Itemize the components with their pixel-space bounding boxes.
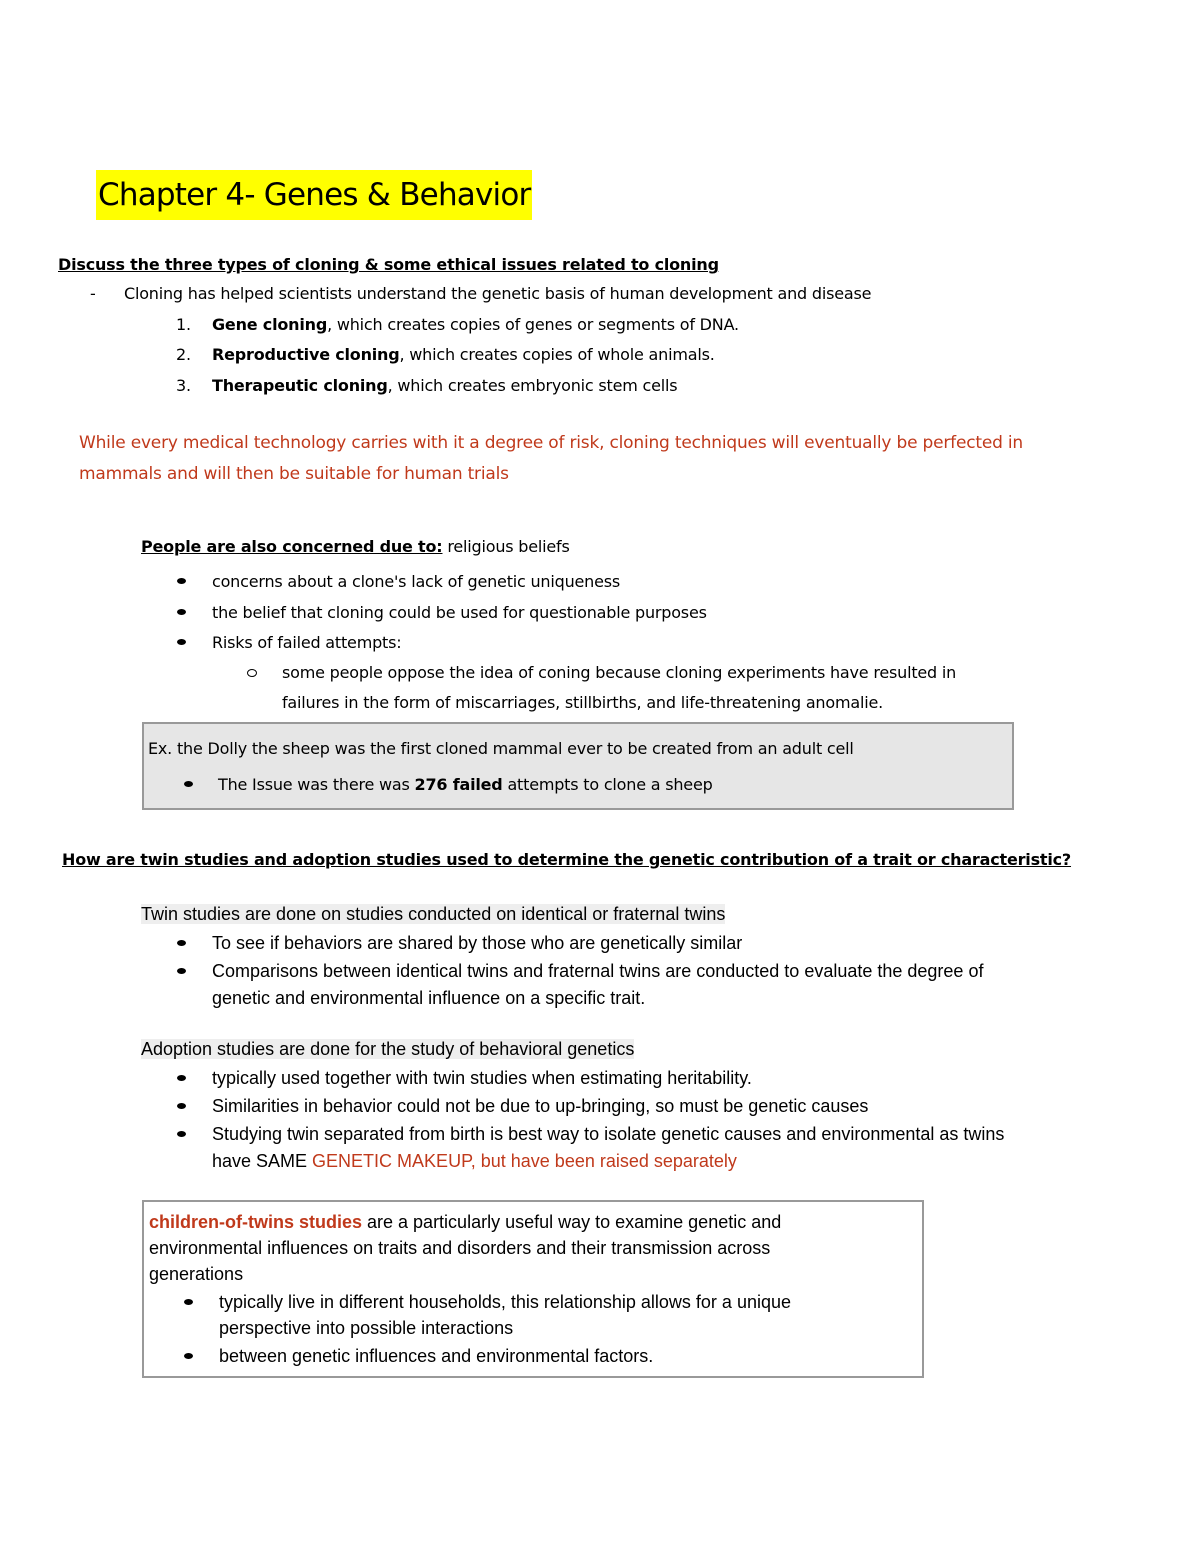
- example-bullet-post: attempts to clone a sheep: [502, 775, 713, 794]
- risk-statement-line2: mammals and will then be suitable for human trials: [79, 464, 509, 484]
- cloning-heading: Discuss the three types of cloning & some ethical issues related to cloning: [58, 255, 719, 274]
- bullet-icon: [177, 940, 186, 946]
- bullet-icon: [184, 1299, 193, 1305]
- adoption-intro: Adoption studies are done for the study of behavioral genetics: [141, 1039, 635, 1059]
- bullet-icon: [177, 609, 186, 615]
- page-title: Chapter 4- Genes & Behavior: [96, 170, 532, 220]
- cloning-type-name: Gene cloning: [212, 315, 328, 334]
- cot-term: children-of-twins studies: [149, 1212, 363, 1232]
- risk-statement-line1: While every medical technology carries with it a degree of risk, cloning techniques will eventually be perfected in: [79, 433, 1023, 453]
- list-number: 3.: [176, 376, 191, 395]
- example-box: [142, 722, 1014, 810]
- cloning-type-name: Reproductive cloning: [212, 345, 400, 364]
- adoption-bullet: Similarities in behavior could not be due to up-bringing, so must be genetic causes: [212, 1096, 869, 1116]
- cloning-intro: Cloning has helped scientists understand the genetic basis of human development and disease: [124, 284, 872, 303]
- sub-concern-line1: some people oppose the idea of coning because cloning experiments have resulted in: [282, 663, 957, 682]
- cot-line1: children-of-twins studies are a particularly useful way to examine genetic and: [149, 1212, 782, 1232]
- concerns-label: People are also concerned due to:: [141, 537, 443, 556]
- concerns-intro: [141, 537, 570, 556]
- bullet-icon: [177, 1131, 186, 1137]
- bullet-icon: [177, 578, 186, 584]
- dash-marker: -: [90, 284, 96, 303]
- cot-line3: generations: [149, 1264, 244, 1284]
- cloning-type-item: [212, 376, 677, 395]
- cot-bullet: typically live in different households, this relationship allows for a unique: [219, 1292, 791, 1312]
- adoption-bullet: Studying twin separated from birth is best way to isolate genetic causes and environmental as twins: [212, 1124, 1005, 1144]
- cloning-type-name: Therapeutic cloning: [212, 376, 388, 395]
- example-bullet-pre: The Issue was there was: [218, 775, 415, 794]
- adoption-bullet-cont: have SAME GENETIC MAKEUP, but have been raised separately: [212, 1151, 737, 1171]
- list-number: 1.: [176, 315, 191, 334]
- example-text: Ex. the Dolly the sheep was the first cloned mammal ever to be created from an adult cell: [148, 739, 854, 758]
- cloning-type-desc: , which creates copies of whole animals.: [399, 345, 715, 364]
- hollow-bullet-icon: [247, 669, 257, 677]
- twin-intro: Twin studies are done on studies conducted on identical or fraternal twins: [141, 904, 726, 924]
- concern-item: the belief that cloning could be used for questionable purposes: [212, 603, 707, 622]
- cloning-type-item: [212, 345, 715, 364]
- bullet-icon: [184, 1353, 193, 1359]
- twin-bullet: To see if behaviors are shared by those who are genetically similar: [212, 933, 743, 953]
- adoption-bullet: typically used together with twin studies when estimating heritability.: [212, 1068, 752, 1088]
- failed-count: 276 failed: [414, 775, 503, 794]
- twin-bullet: Comparisons between identical twins and fraternal twins are conducted to evaluate the degree of: [212, 961, 984, 981]
- cloning-type-desc: , which creates embryonic stem cells: [387, 376, 678, 395]
- cot-bullet: between genetic influences and environmental factors.: [219, 1346, 654, 1366]
- concern-item: Risks of failed attempts:: [212, 633, 402, 652]
- bullet-icon: [177, 968, 186, 974]
- cloning-type-item: [212, 315, 739, 334]
- twins-heading: How are twin studies and adoption studies used to determine the genetic contribution of a trait or characteristic?: [62, 850, 1072, 869]
- concern-item: concerns about a clone's lack of genetic uniqueness: [212, 572, 621, 591]
- twin-bullet-cont: genetic and environmental influence on a specific trait.: [212, 988, 646, 1008]
- cot-line2: environmental influences on traits and disorders and their transmission across: [149, 1238, 771, 1258]
- bullet-icon: [184, 781, 193, 787]
- cot-bullet-cont: perspective into possible interactions: [219, 1318, 514, 1338]
- cloning-type-desc: , which creates copies of genes or segments of DNA.: [327, 315, 739, 334]
- bullet-icon: [177, 1103, 186, 1109]
- bullet-icon: [177, 639, 186, 645]
- bullet-icon: [177, 1075, 186, 1081]
- list-number: 2.: [176, 345, 191, 364]
- example-bullet: [218, 775, 713, 794]
- concerns-first: religious beliefs: [442, 537, 570, 556]
- genetic-makeup-highlight: GENETIC MAKEUP, but have been raised separately: [312, 1151, 737, 1171]
- sub-concern-line2: failures in the form of miscarriages, stillbirths, and life-threatening anomalie.: [282, 693, 883, 712]
